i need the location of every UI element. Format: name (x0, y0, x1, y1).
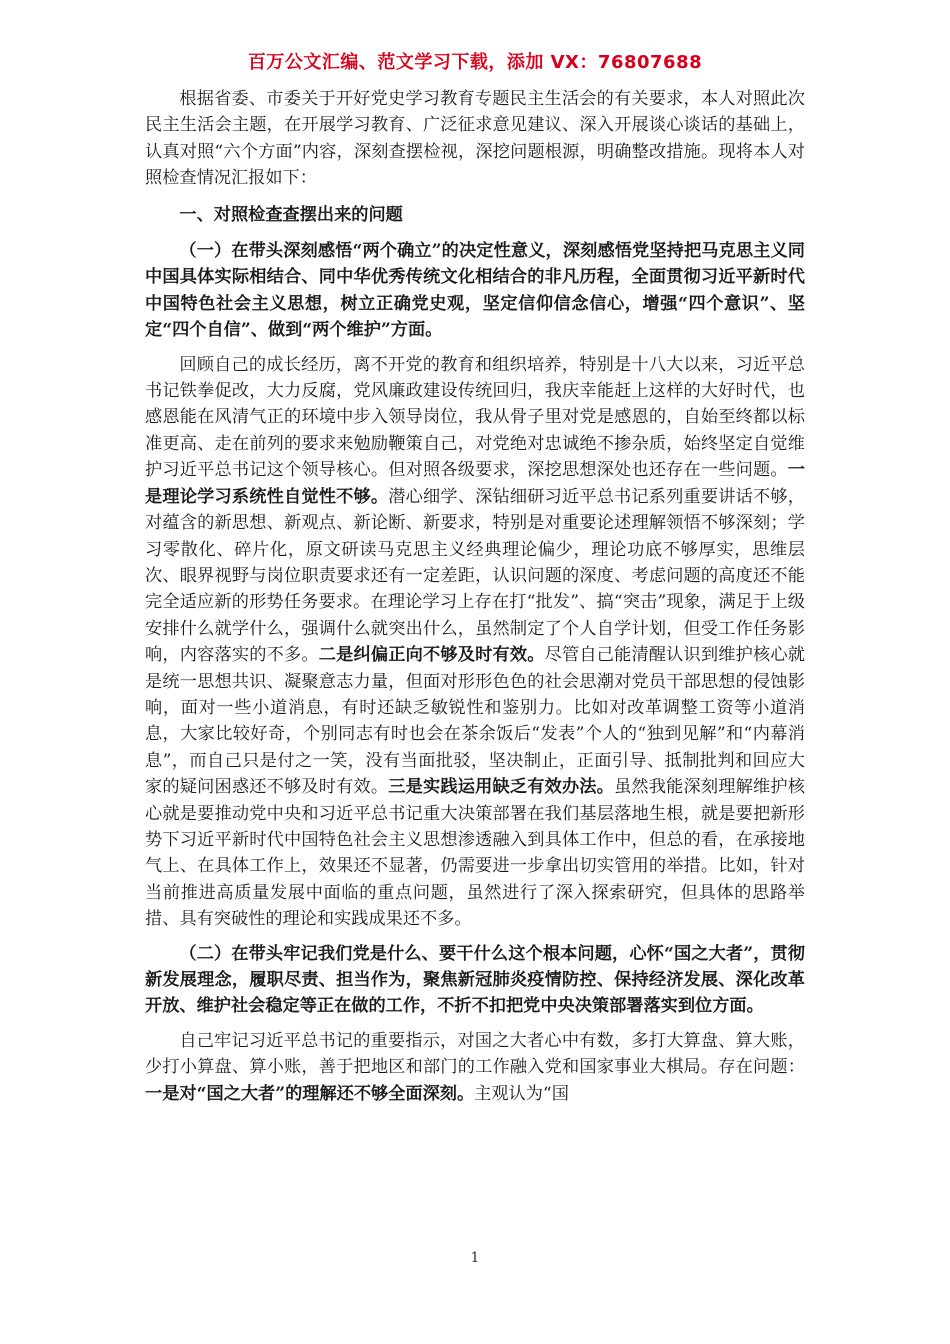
subsection-heading-2: （二）在带头牢记我们党是什么、要干什么这个根本问题，心怀“国之大者”，贯彻新发展理念，履职尽责、担当作为，聚焦新冠肺炎疫情防控、保持经济发展、深化改革开放、维护社会稳定等正在做的工作，不折不扣把党中央决策部署落实到位方面。 (145, 943, 805, 1017)
paragraph-text: 虽然我能深刻理解维护核心就是要推动党中央和习近平总书记重大决策部署在我们基层落地生根，就是要把新形势下习近平新时代中国特色社会主义思想渗透融入到具体工作中，但总的看，在承接地气上、在具体工作上，效果还不显著，仍需要进一步拿出切实管用的举措。比如，针对当前推进高质量发展中面临的重点问题，虽然进行了深入探索研究，但具体的思路举措、具有突破性的理论和实践成果还不多。 (145, 777, 805, 930)
bold-point-4: 一是对“国之大者”的理解还不够全面深刻。 (145, 1083, 475, 1104)
body-paragraph-2 (145, 1028, 805, 1107)
paragraph-text: 自己牢记习近平总书记的重要指示，对国之大者心中有数，多打大算盘、算大账，少打小算盘、算小账，善于把地区和部门的工作融入党和国家事业大棋局。存在问题： (145, 1030, 805, 1078)
watermark-banner: 百万公文汇编、范文学习下载，添加 VX：76807688 (247, 52, 703, 73)
paragraph-text: 主观认为“国 (474, 1083, 569, 1104)
bold-point-1: 一是理论学习系统性自觉性不够。 (145, 460, 805, 507)
paragraph-text: 潜心细学、深钻细研习近平总书记系列重要讲话不够，对蕴含的新思想、新观点、新论断、新要求，特别是对重要论述理解领悟不够深刻；学习零散化、碎片化，原文研读马克思主义经典理论偏少，理论功底不够厚实，思维层次、眼界视野与岗位职责要求还有一定差距，认识问题的深度、考虑问题的高度还不能完全适应新的形势任务要求。在理论学习上存在打“批发”、搞“突击”现象，满足于上级安排什么就学什么，强调什么就突出什么，虽然制定了个人自学计划，但受工作任务影响，内容落实的不多。 (145, 486, 805, 666)
intro-paragraph: 根据省委、市委关于开好党史学习教育专题民主生活会的有关要求，本人对照此次民主生活会主题，在开展学习教育、广泛征求意见建议、深入开展谈心谈话的基础上，认真对照“六个方面”内容，深刻查摆检视，深挖问题根源，明确整改措施。现将本人对照检查情况汇报如下： (145, 89, 805, 189)
document-body (145, 86, 805, 1107)
subsection-heading-1: （一）在带头深刻感悟“两个确立”的决定性意义，深刻感悟党坚持把马克思主义同中国具体实际相结合、同中华优秀传统文化相结合的非凡历程，全面贯彻习近平新时代中国特色社会主义思想，树立正确党史观，坚定信仰信念信心，增强“四个意识”、坚定“四个自信”、做到“两个维护”方面。 (145, 241, 805, 341)
body-paragraph-1 (145, 352, 805, 933)
paragraph-text: 回顾自己的成长经历，离不开党的教育和组织培养，特别是十八大以来，习近平总书记铁拳促改，大力反腐，党风廉政建设传统回归，我庆幸能赶上这样的大好时代，也感恩能在风清气正的环境中步入领导岗位，我从骨子里对党是感恩的，自始至终都以标准更高、走在前列的要求来勉励鞭策自己，对党绝对忠诚绝不掺杂质，始终坚定自觉维护习近平总书记这个领导核心。但对照各级要求，深挖思想深处也还存在一些问题。 (145, 354, 805, 481)
bold-point-3: 三是实践运用缺乏有效办法。 (388, 777, 615, 798)
bold-point-2: 二是纠偏正向不够及时有效。 (318, 645, 545, 666)
paragraph-text: 尽管自己能清醒认识到维护核心就是统一思想共识、凝聚意志力量，但面对形形色色的社会思潮对党员干部思想的侵蚀影响，面对一些小道消息，有时还缺乏敏锐性和鉴别力。比如对改革调整工资等小道消息，大家比较好奇，个别同志有时也会在茶余饭后“发表”个人的“独到见解”和“内幕消息”，而自己只是付之一笑，没有当面批驳，坚决制止，正面引导、抵制批判和回应大家的疑问困惑还不够及时有效。 (145, 645, 805, 798)
section-heading: 一、对照检查查摆出来的问题 (179, 204, 403, 225)
page-number: 1 (470, 1250, 480, 1266)
